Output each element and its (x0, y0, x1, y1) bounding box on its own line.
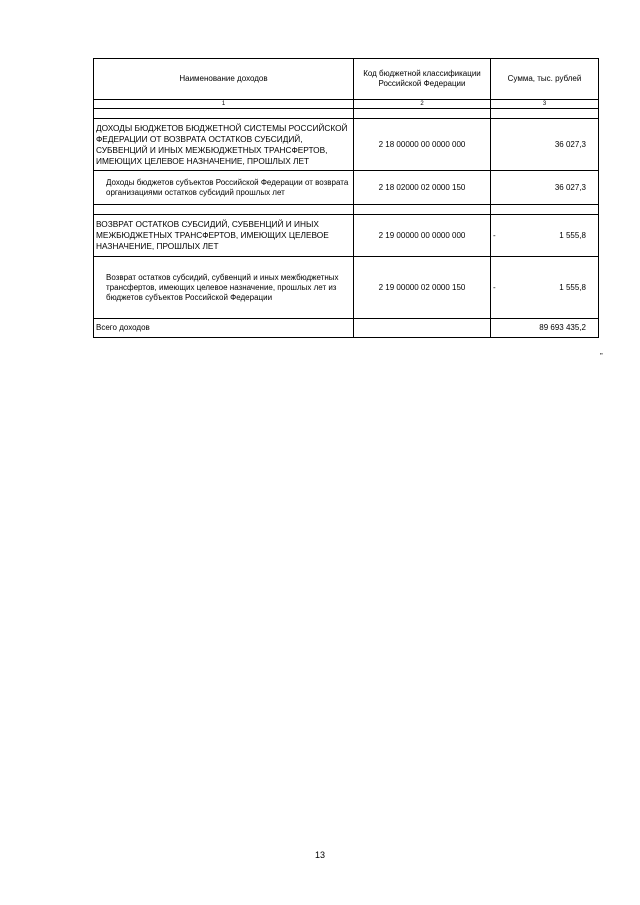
row-name: Возврат остатков субсидий, субвенций и иных межбюджетных трансфертов, имеющих целевое назначение, прошлых лет из бюджетов субъектов Российской Федерации (94, 257, 354, 319)
total-row (94, 319, 599, 338)
column-number: 3 (491, 100, 599, 109)
row-sum-value: 1 555,8 (559, 230, 586, 240)
row-sum (491, 215, 599, 257)
table-row (94, 215, 599, 257)
row-name: Доходы бюджетов субъектов Российской Федерации от возврата организациями остатков субсидий прошлых лет (94, 171, 354, 205)
spacer-row (94, 109, 599, 119)
row-sign: - (493, 282, 496, 292)
closing-quote: ” (600, 352, 603, 361)
row-code: 2 18 02000 02 0000 150 (354, 171, 491, 205)
row-name: ДОХОДЫ БЮДЖЕТОВ БЮДЖЕТНОЙ СИСТЕМЫ РОССИЙСКОЙ ФЕДЕРАЦИИ ОТ ВОЗВРАТА ОСТАТКОВ СУБСИДИЙ, СУБВЕНЦИЙ И ИНЫХ МЕЖБЮДЖЕТНЫХ ТРАНСФЕРТОВ, ИМЕЮЩИХ ЦЕЛЕВОЕ НАЗНАЧЕНИЕ, ПРОШЛЫХ ЛЕТ (94, 119, 354, 171)
row-sum (491, 257, 599, 319)
table-header-row (94, 59, 599, 100)
page-number: 13 (314, 850, 325, 860)
table-row (94, 171, 599, 205)
table-row (94, 119, 599, 171)
row-code: 2 18 00000 00 0000 000 (354, 119, 491, 171)
revenue-table (93, 58, 599, 338)
header-code: Код бюджетной классификации Российской Федерации (354, 59, 491, 100)
row-name: ВОЗВРАТ ОСТАТКОВ СУБСИДИЙ, СУБВЕНЦИЙ И ИНЫХ МЕЖБЮДЖЕТНЫХ ТРАНСФЕРТОВ, ИМЕЮЩИХ ЦЕЛЕВОЕ НАЗНАЧЕНИЕ, ПРОШЛЫХ ЛЕТ (94, 215, 354, 257)
row-sum-value: 36 027,3 (554, 182, 586, 192)
row-sum-value: 36 027,3 (554, 139, 586, 149)
header-name: Наименование доходов (94, 59, 354, 100)
row-sum-value: 1 555,8 (559, 282, 586, 292)
row-code: 2 19 00000 00 0000 000 (354, 215, 491, 257)
table-row (94, 257, 599, 319)
spacer-row (94, 205, 599, 215)
row-sum (491, 171, 599, 205)
total-code (354, 319, 491, 338)
column-number: 2 (354, 100, 491, 109)
total-sum: 89 693 435,2 (491, 319, 599, 338)
total-label: Всего доходов (94, 319, 354, 338)
column-number: 1 (94, 100, 354, 109)
row-sign: - (493, 230, 496, 240)
column-number-row (94, 100, 599, 109)
row-code: 2 19 00000 02 0000 150 (354, 257, 491, 319)
header-sum: Сумма, тыс. рублей (491, 59, 599, 100)
row-sum (491, 119, 599, 171)
